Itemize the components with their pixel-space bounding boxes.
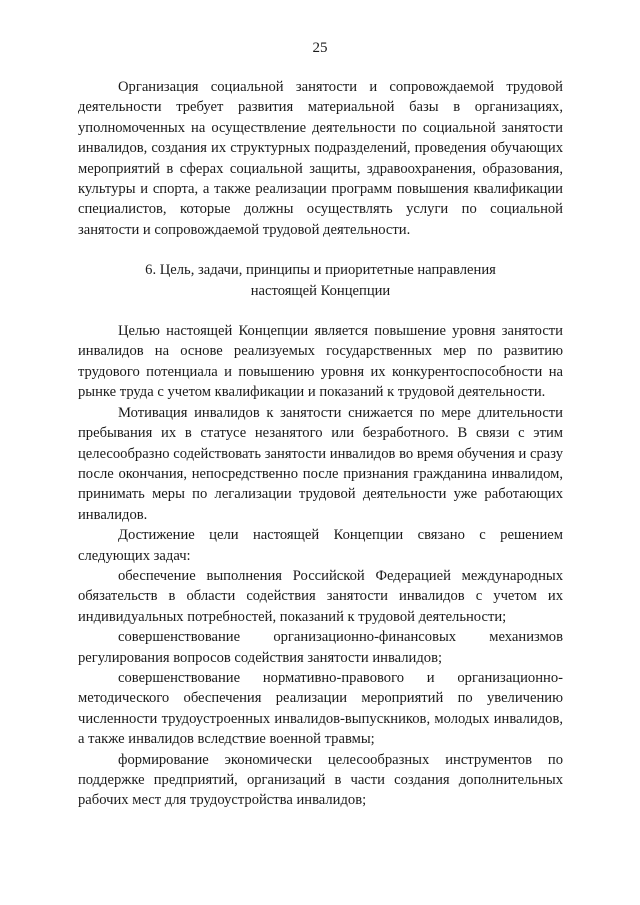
intro-paragraph: Организация социальной занятости и сопровождаемой трудовой деятельности требует развития материальной базы в организациях, уполномоченных на осуществление деятельности по социальной занятости инвалидов, создания их структурных подразделений, проведения обучающих мероприятий в сферах социальной защиты, здравоохранения, образования, культуры и спорта, а также реализации программ повышения квалификации специалистов, которые должны осуществлять услуги по социальной занятости и сопровождаемой трудовой деятельности. xyxy=(78,79,563,238)
section-heading xyxy=(78,260,563,301)
page-number: 25 xyxy=(312,40,328,56)
paragraph-goal: Целью настоящей Концепции является повышение уровня занятости инвалидов на основе реализуемых государственных мер по развитию трудового потенциала и повышению уровня их конкурентоспособности на рынке труда с учетом квалификации и показаний к трудовой деятельности. xyxy=(78,323,563,401)
section-heading-line-2: настоящей Концепции xyxy=(250,282,391,299)
task-item-3: совершенствование нормативно-правового и организационно-методического обеспечения реализации мероприятий по увеличению численности трудоустроенных инвалидов-выпускников, молодых инвалидов, а также инвалидов вследствие военной травмы; xyxy=(78,669,563,748)
paragraph-motivation: Мотивация инвалидов к занятости снижается по мере длительности пребывания их в статусе незанятого или безработного. В связи с этим целесообразно содействовать занятости инвалидов во время обучения и сразу после окончания, непосредственно после признания гражданина инвалидом, принимать меры по легализации трудовой деятельности уже работающих инвалидов. xyxy=(78,404,563,523)
task-item-2: совершенствование организационно-финансовых механизмов регулирования вопросов содействия занятости инвалидов; xyxy=(78,629,563,666)
task-item-4: формирование экономически целесообразных инструментов по поддержке предприятий, организаций в части создания дополнительных рабочих мест для трудоустройства инвалидов; xyxy=(78,751,563,809)
task-item-1: обеспечение выполнения Российской Федерацией международных обязательств в области содействия занятости инвалидов с учетом их индивидуальных потребностей, показаний к трудовой деятельности; xyxy=(78,567,563,625)
document-body xyxy=(78,77,563,811)
paragraph-tasks-intro: Достижение цели настоящей Концепции связано с решением следующих задач: xyxy=(78,527,563,564)
section-heading-line-1: 6. Цель, задачи, принципы и приоритетные направления xyxy=(145,262,496,279)
